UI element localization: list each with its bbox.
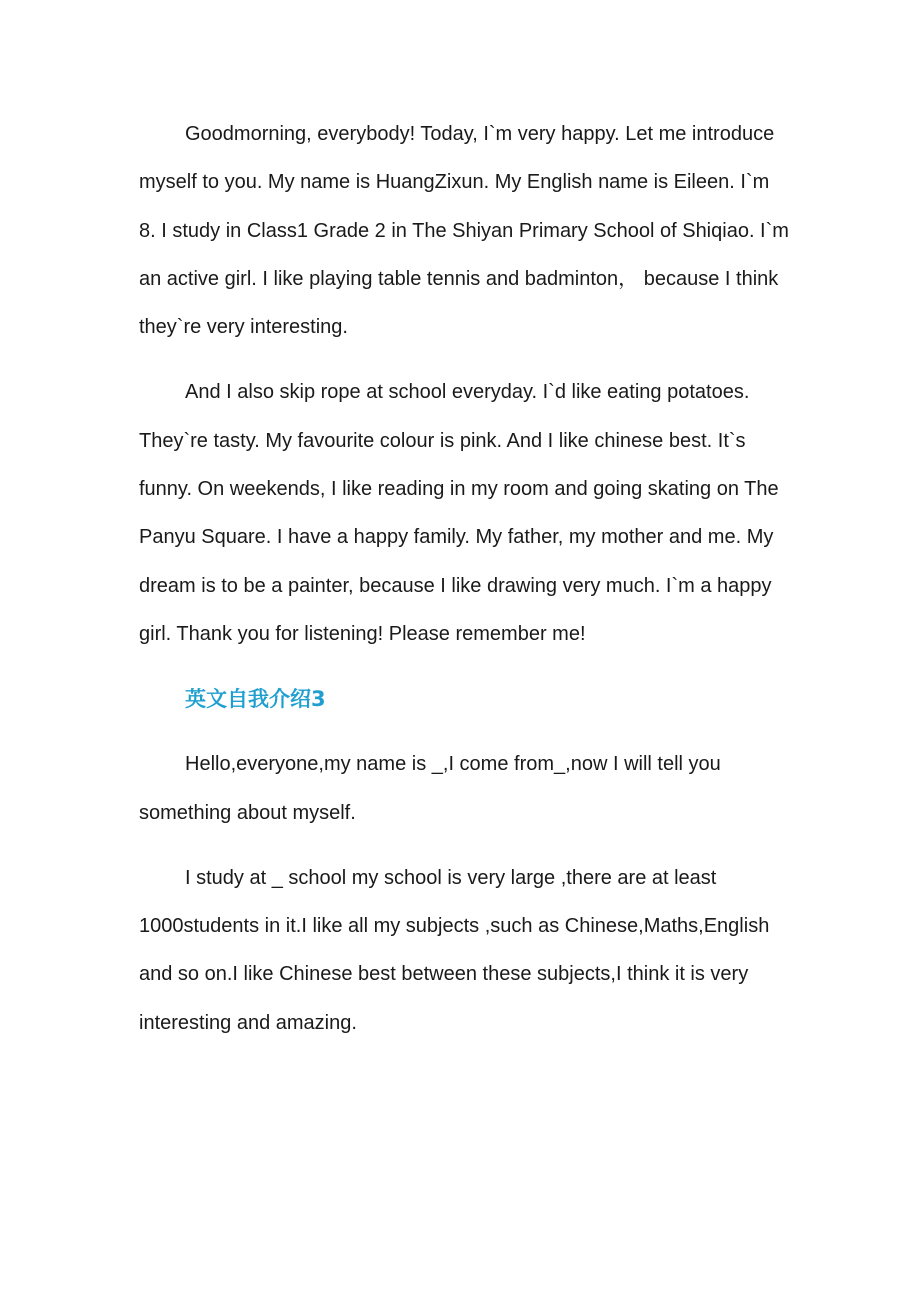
section-heading: 英文自我介绍3: [185, 687, 326, 712]
paragraph-intro: Goodmorning, everybody! Today, I`m very happy. Let me introduce myself to you. My name is HuangZixun. My English name is Eileen. I`m 8. I study in Class1 Grade 2 in The Shiyan Primary School of Shiqiao. I`m an active girl. I like playing table tennis and badminton， because I think they`re very interesting.: [139, 123, 789, 339]
paragraph-greeting: Hello,everyone,my name is _,I come from_,now I will tell you something about myself.: [139, 753, 721, 824]
document-body: [139, 110, 789, 1064]
paragraph-hobbies: And I also skip rope at school everyday. I`d like eating potatoes. They`re tasty. My favourite colour is pink. And I like chinese best. It`s funny. On weekends, I like reading in my room and going skating on The Panyu Square. I have a happy family. My father, my mother and me. My dream is to be a painter, because I like drawing very much. I`m a happy girl. Thank you for listening! Please remember me!: [139, 381, 779, 645]
paragraph-school: I study at _ school my school is very large ,there are at least 1000students in it.I like all my subjects ,such as Chinese,Maths,English and so on.I like Chinese best between these subjects,I think it is very interesting and amazing.: [139, 866, 770, 1034]
